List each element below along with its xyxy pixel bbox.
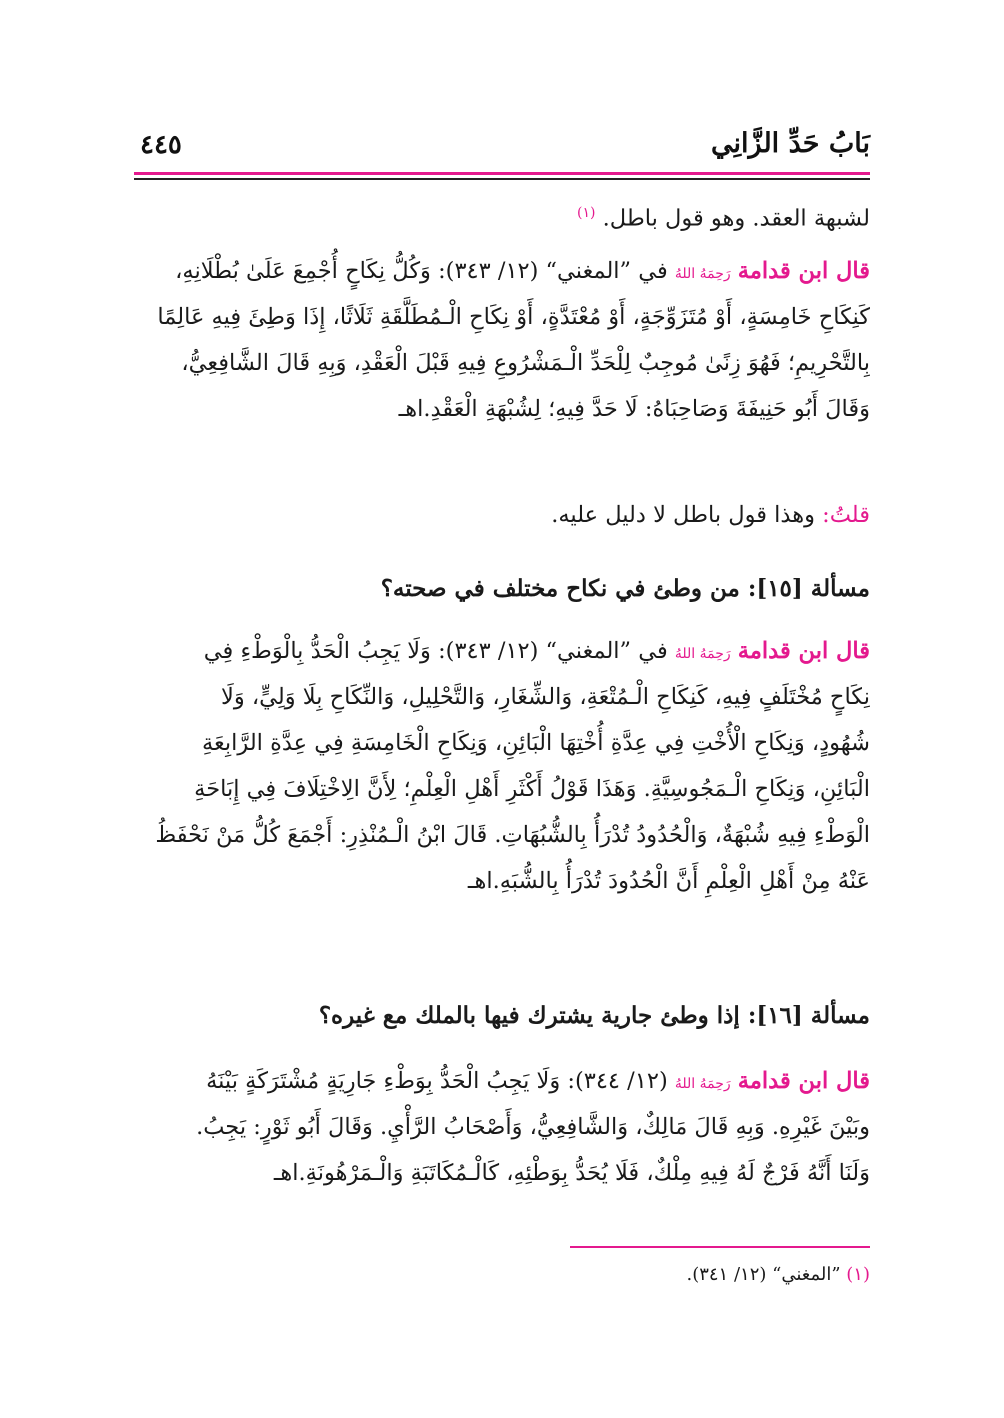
header-rule-accent [134, 172, 870, 175]
quote-line: في ”المغني“ (١٢/ ٣٤٣): وَلَا يَجِبُ الْحَدُّ بِالْوَطْءِ فِي [203, 638, 668, 664]
speaker-name: قال ابن قدامة [737, 1068, 870, 1094]
footnote-marker: (١) [846, 1264, 870, 1285]
header-rule [134, 178, 870, 180]
quote-line: وَقَالَ أَبُو حَنِيفَةَ وَصَاحِبَاهُ: لَا حَدَّ فِيهِ؛ لِشُبْهَةِ الْعَقْدِ.اهـ [398, 396, 870, 422]
quote-paragraph-1 [134, 248, 870, 432]
question-heading-15 [134, 575, 870, 602]
speaker-name: قال ابن قدامة [737, 638, 870, 664]
continuation-text: لشبهة العقد. وهو قول باطل. [602, 205, 870, 232]
quote-paragraph-3 [134, 1058, 870, 1196]
quote-line: شُهُودٍ، وَنِكَاحِ الْأُخْتِ فِي عِدَّةِ أُخْتِهَا الْبَائِنِ، وَنِكَاحِ الْخَامِسَةِ فِي عِدَّةِ الرَّابِعَةِ [201, 730, 870, 756]
honorific-glyph: رَحِمَهُ اللهُ [674, 1076, 731, 1092]
quote-line: (١٢/ ٣٤٤): وَلَا يَجِبُ الْحَدُّ بِوَطْءِ جَارِيَةٍ مُشْتَرَكَةٍ بَيْنَهُ [206, 1068, 668, 1094]
quote-line: عَنْهُ مِنْ أَهْلِ الْعِلْمِ أَنَّ الْحُدُودَ تُدْرَأُ بِالشُّبَهِ.اهـ [467, 868, 870, 894]
quote-line: كَنِكَاحِ خَامِسَةٍ، أَوْ مُتَزَوِّجَةٍ، أَوْ مُعْتَدَّةٍ، أَوْ نِكَاحِ الْـمُطَلَّقَةِ ثَلَاثًا، إِذَا وَطِئَ فِيهِ عَالِمًا [157, 304, 870, 330]
footnote-rule [570, 1246, 870, 1248]
quote-line: الْوَطْءِ فِيهِ شُبْهَةٌ، وَالْحُدُودُ تُدْرَأُ بِالشُّبُهَاتِ. قَالَ ابْنُ الْـمُنْذِرِ: أَجْمَعَ كُلُّ مَنْ نَحْفَظُ [155, 822, 870, 848]
question-label: مسألة [١٦]: [747, 1002, 870, 1029]
page [134, 0, 870, 1418]
quote-line: وَلَنَا أَنَّهُ فَرْجٌ لَهُ فِيهِ مِلْكٌ، فَلَا يُحَدُّ بِوَطْئِهِ، كَالْـمُكَاتَبَةِ وَالْـمَرْهُونَةِ.اهـ [273, 1160, 870, 1186]
note-label: قلتُ: [822, 502, 870, 528]
quote-line: الْبَائِنِ، وَنِكَاحِ الْـمَجُوسِيَّةِ. وَهَذَا قَوْلُ أَكْثَرِ أَهْلِ الْعِلْمِ؛ لِأَنَّ الِاخْتِلَافَ فِي إِبَاحَةِ [194, 776, 870, 802]
quote-line: وبَيْنَ غَيْرِهِ. وَبِهِ قَالَ مَالِكٌ، وَالشَّافِعِيُّ، وَأَصْحَابُ الرَّأْيِ. وَقَالَ أَبُو ثَوْرٍ: يَجِبُ. [196, 1114, 870, 1140]
quote-paragraph-2 [134, 628, 870, 904]
question-label: مسألة [١٥]: [747, 575, 870, 602]
question-text: من وطئ في نكاح مختلف في صحته؟ [380, 575, 748, 602]
continuation-paragraph [134, 190, 870, 236]
author-note [134, 492, 870, 538]
honorific-glyph: رَحِمَهُ اللهُ [674, 266, 731, 282]
quote-line: في ”المغني“ (١٢/ ٣٤٣): وَكُلُّ نِكَاحٍ أُجْمِعَ عَلَىٰ بُطْلَانِهِ، [175, 258, 668, 284]
quote-line: بِالتَّحْرِيمِ؛ فَهُوَ زِنًىٰ مُوجِبٌ لِلْحَدِّ الْـمَشْرُوعِ فِيهِ قَبْلَ الْعَقْدِ، وَبِهِ قَالَ الشَّافِعِيُّ، [181, 350, 870, 376]
footnote [134, 1264, 870, 1285]
speaker-name: قال ابن قدامة [737, 258, 870, 284]
quote-line: نِكَاحٍ مُخْتَلَفٍ فِيهِ، كَنِكَاحِ الْـمُتْعَةِ، وَالشِّغَارِ، وَالتَّحْلِيلِ، وَالنِّكَاحِ بِلَا وَلِيٍّ، وَلَا [221, 684, 870, 710]
page-number: ٤٤٥ [140, 130, 182, 160]
chapter-title: بَابُ حَدِّ الزَّانِي [711, 128, 870, 159]
question-text: إذا وطئ جارية يشترك فيها بالملك مع غيره؟ [318, 1002, 748, 1029]
footnote-ref[interactable]: (١) [577, 205, 596, 221]
question-heading-16 [134, 1002, 870, 1029]
running-header [134, 128, 870, 168]
note-text: وهذا قول باطل لا دليل عليه. [551, 502, 823, 528]
footnote-text: ”المغني“ (١٢/ ٣٤١). [686, 1264, 847, 1285]
honorific-glyph: رَحِمَهُ اللهُ [674, 646, 731, 662]
